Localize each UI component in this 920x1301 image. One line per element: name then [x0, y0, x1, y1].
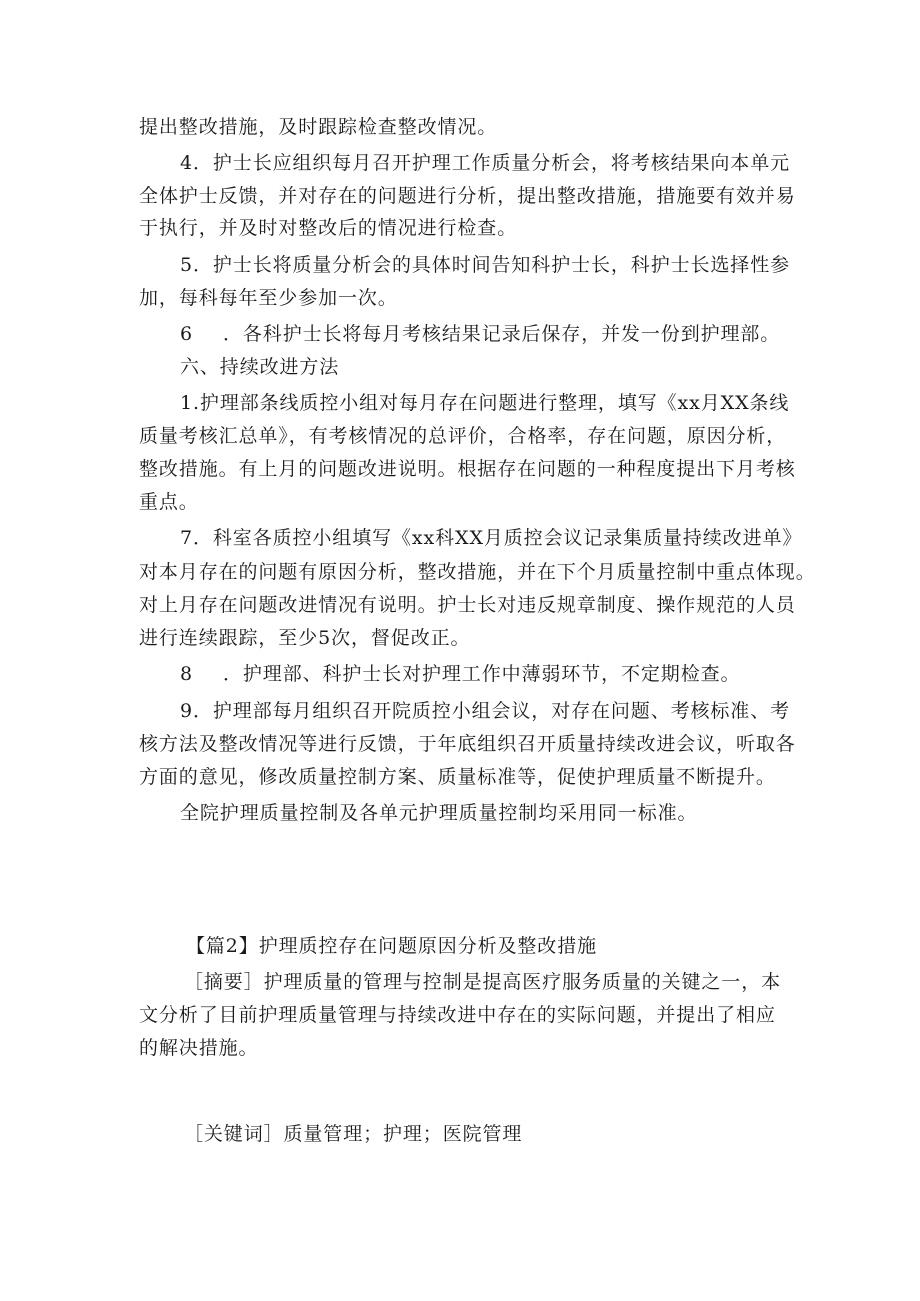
item-9-line-3: 方面的意见，修改质量控制方案、质量标准等，促使护理质量不断提升。	[139, 766, 776, 788]
item-4-line-3: 于执行，并及时对整改后的情况进行检查。	[139, 217, 518, 239]
item-8-text: ．护理部、科护士长对护理工作中薄弱环节，不定期检查。	[223, 663, 741, 685]
item-9-line-2: 核方法及整改情况等进行反馈，于年底组织召开质量持续改进会议，听取各	[139, 733, 796, 755]
abstract-line-3: 的解决措施。	[139, 1037, 259, 1059]
item-7-line-4: 进行连续跟踪，至少5次，督促改正。	[139, 627, 471, 649]
item-1-line-4: 重点。	[139, 491, 199, 513]
item-7-line-1: 7．科室各质控小组填写《xx科XX月质控会议记录集质量持续改进单》	[180, 527, 803, 549]
item-7-line-2: 对本月存在的问题有原因分析，整改措施，并在下个月质量控制中重点体现。	[139, 561, 816, 583]
item-4-line-2: 全体护士反馈，并对存在的问题进行分析，提出整改措施，措施要有效并易	[139, 185, 796, 207]
text-line: 提出整改措施，及时跟踪检查整改情况。	[139, 116, 498, 138]
item-1-line-3: 整改措施。有上月的问题改进说明。根据存在问题的一种程度提出下月考核	[139, 458, 796, 480]
item-6-text: ．各科护士长将每月考核结果记录后保存，并发一份到护理部。	[223, 323, 781, 345]
item-1-line-1: 1.护理部条线质控小组对每月存在问题进行整理，填写《xx月XX条线	[180, 392, 790, 414]
item-5-line-1: 5．护士长将质量分析会的具体时间告知科护士长，科护士长选择性参	[180, 254, 790, 276]
item-9-line-1: 9．护理部每月组织召开院质控小组会议，对存在问题、考核标准、考	[180, 700, 790, 722]
article-2-title: 【篇2】护理质控存在问题原因分析及整改措施	[186, 935, 597, 957]
item-8-number: 8	[180, 663, 193, 685]
item-6-number: 6	[180, 323, 193, 345]
section-heading: 六、持续改进方法	[180, 356, 340, 378]
closing-line: 全院护理质量控制及各单元护理质量控制均采用同一标准。	[180, 802, 698, 824]
keywords-line: ［关键词］质量管理；护理；医院管理	[184, 1123, 523, 1145]
item-5-line-2: 加，每科每年至少参加一次。	[139, 287, 398, 309]
abstract-line-1: ［摘要］护理质量的管理与控制是提高医疗服务质量的关键之一，本	[184, 971, 782, 993]
item-7-line-3: 对上月存在问题改进情况有说明。护士长对违反规章制度、操作规范的人员	[139, 594, 796, 616]
item-6-line	[180, 322, 780, 346]
item-4-line-1: 4．护士长应组织每月召开护理工作质量分析会，将考核结果向本单元	[180, 152, 790, 174]
item-8-line	[180, 662, 740, 686]
abstract-line-2: 文分析了目前护理质量管理与持续改进中存在的实际问题，并提出了相应	[139, 1004, 776, 1026]
item-1-line-2: 质量考核汇总单》，有考核情况的总评价，合格率，存在问题，原因分析，	[139, 425, 787, 447]
